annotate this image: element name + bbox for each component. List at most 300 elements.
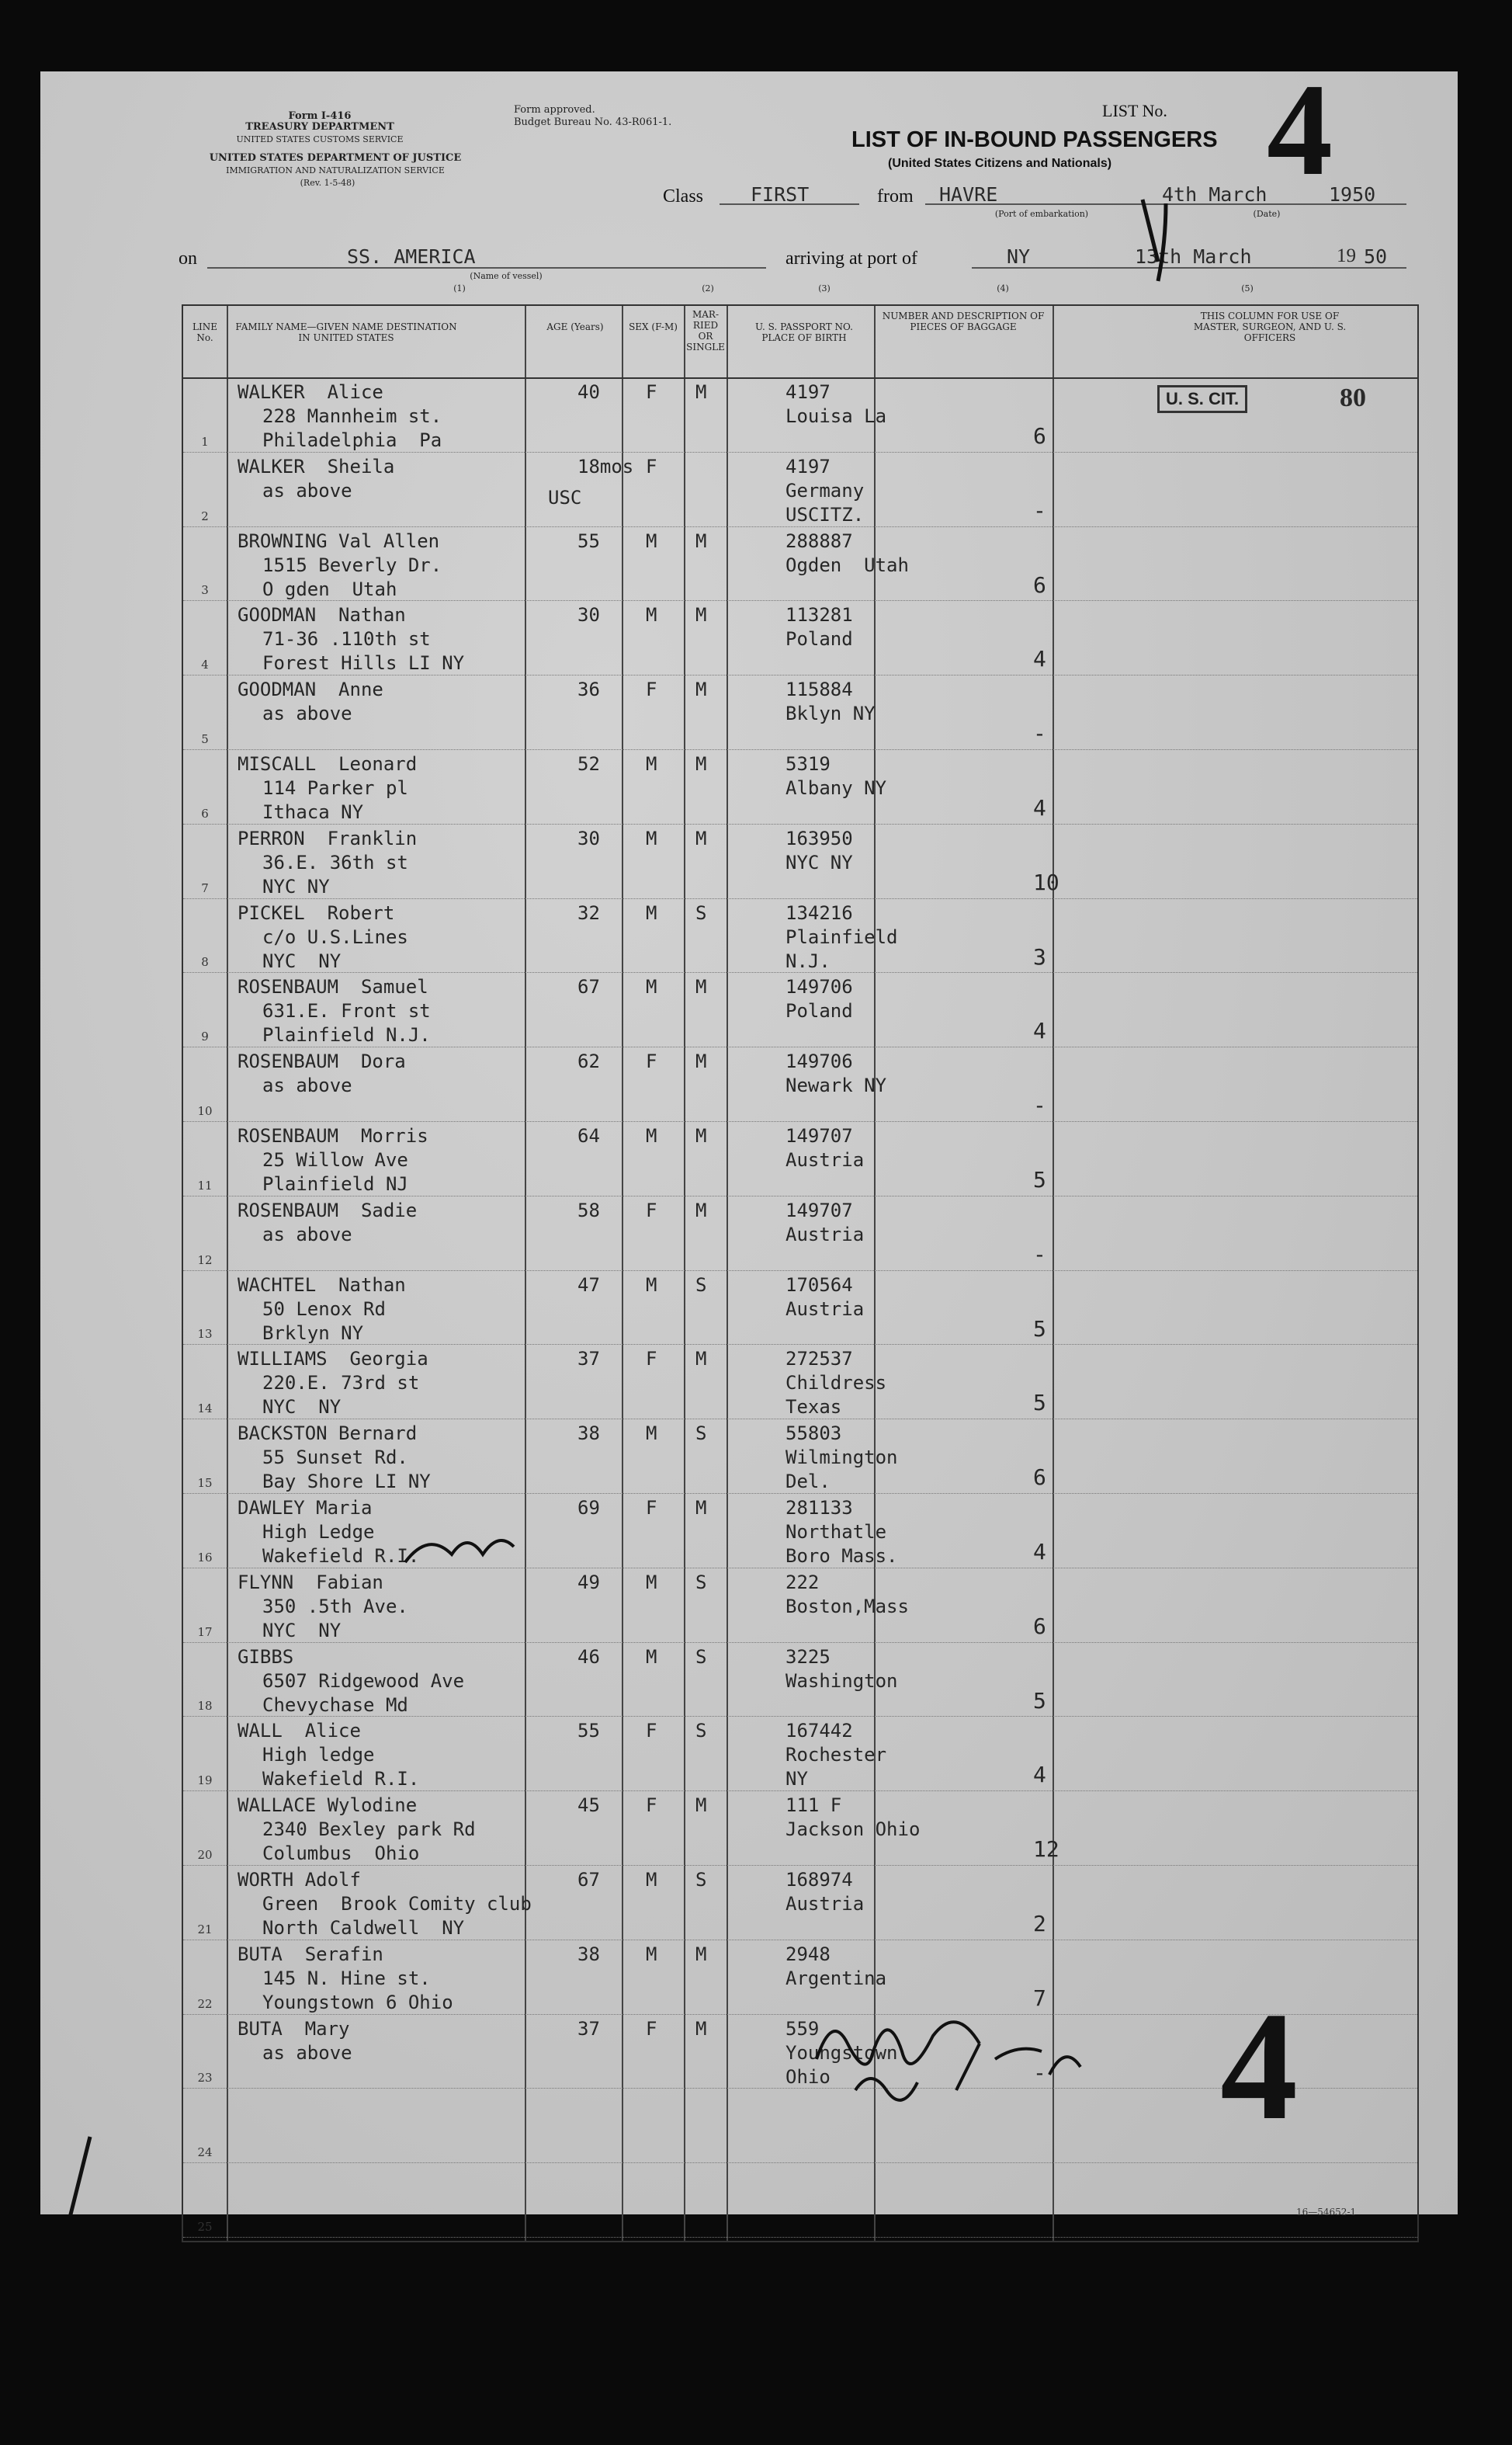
row-divider [183, 1270, 1417, 1271]
line-number: 20 [197, 1848, 213, 1862]
marital-status: M [695, 679, 707, 701]
baggage-count: 4 [1033, 1539, 1046, 1565]
place-of-birth: Boston,Mass [785, 1595, 909, 1617]
place-of-birth-2: NY [785, 1768, 808, 1790]
row-divider [183, 452, 1417, 453]
baggage-count: 6 [1033, 1613, 1046, 1639]
age-value: 52 [577, 753, 600, 775]
vessel-name: SS. AMERICA [347, 245, 476, 268]
passenger-name: PERRON Franklin [238, 827, 418, 849]
marital-status: M [695, 381, 707, 403]
address-line-1: as above [262, 2041, 352, 2064]
passenger-name: WALKER Alice [238, 381, 383, 403]
place-of-birth: Louisa La [785, 405, 887, 427]
passport-number: 163950 [785, 827, 853, 849]
passenger-name: WORTH Adolf [238, 1869, 361, 1891]
address-line-2: Ithaca NY [262, 801, 364, 823]
address-line-2: O gden Utah [262, 578, 397, 600]
arrival-date: 13th March [1135, 245, 1252, 268]
citizenship-note: USC [548, 486, 582, 509]
passport-number: 168974 [785, 1869, 853, 1891]
row-divider [183, 898, 1417, 899]
passport-number: 5319 [785, 753, 831, 775]
sex-value: F [646, 1199, 657, 1221]
age-value: 38 [577, 1422, 600, 1445]
table-row [183, 1571, 1417, 1645]
passenger-name: PICKEL Robert [238, 901, 395, 924]
passport-number: 111 F [785, 1794, 842, 1817]
passenger-name: FLYNN Fabian [238, 1571, 383, 1593]
marital-status: S [695, 1645, 707, 1668]
age-value: 32 [577, 901, 600, 924]
baggage-count: 4 [1033, 1018, 1046, 1044]
sex-value: F [646, 1497, 657, 1519]
passenger-name: BACKSTON Bernard [238, 1422, 418, 1445]
place-of-birth: Ogden Utah [785, 554, 909, 576]
line-number: 24 [197, 2145, 213, 2160]
sex-value: M [646, 1125, 657, 1147]
sex-value: M [646, 604, 657, 627]
address-line-1: 228 Mannheim st. [262, 405, 442, 427]
passenger-name: WACHTEL Nathan [238, 1273, 406, 1296]
passport-number: 113281 [785, 604, 853, 627]
baggage-count: 7 [1033, 1985, 1046, 2011]
line-number: 22 [197, 1996, 213, 2011]
age-value: 67 [577, 976, 600, 998]
passenger-count: 80 [1340, 384, 1366, 412]
address-line-2: NYC NY [262, 950, 342, 972]
marital-status: S [695, 1571, 707, 1593]
from-label: from [877, 186, 914, 207]
passport-number: 149706 [785, 1051, 853, 1073]
address-line-2: Plainfield N.J. [262, 1024, 431, 1047]
passenger-name: BUTA Mary [238, 2017, 350, 2040]
line-number: 18 [197, 1699, 213, 1714]
table-row [183, 603, 1417, 678]
passenger-name: DAWLEY Maria [238, 1497, 373, 1519]
age-value: 38 [577, 1943, 600, 1965]
marital-status: S [695, 1273, 707, 1296]
passenger-name: BROWNING Val Allen [238, 530, 440, 552]
address-line-1: 114 Parker pl [262, 777, 408, 799]
sex-value: M [646, 976, 657, 998]
baggage-count: 5 [1033, 1390, 1046, 1416]
address-line-1: 36.E. 36th st [262, 851, 408, 873]
baggage-count: 2 [1033, 1911, 1046, 1936]
address-line-1: as above [262, 703, 352, 725]
sex-value: M [646, 1645, 657, 1668]
address-line-1: 6507 Ridgewood Ave [262, 1669, 465, 1692]
address-line-1: 71-36 .110th st [262, 628, 431, 651]
line-number: 12 [197, 1252, 213, 1267]
table-row [183, 901, 1417, 976]
sex-value: F [646, 1794, 657, 1817]
line-number: 4 [201, 658, 209, 672]
address-line-2: Bay Shore LI NY [262, 1471, 431, 1493]
age-value: 49 [577, 1571, 600, 1593]
passport-number: 149707 [785, 1125, 853, 1147]
place-of-birth: Poland [785, 1000, 853, 1023]
table-row [183, 1645, 1417, 1720]
list-number: 4 [1267, 57, 1333, 203]
line-number: 6 [201, 806, 209, 821]
address-line-1: 220.E. 73rd st [262, 1372, 420, 1394]
baggage-count: 6 [1033, 1464, 1046, 1491]
passport-number: 149707 [785, 1199, 853, 1221]
baggage-count: 10 [1033, 869, 1059, 895]
sex-value: M [646, 827, 657, 849]
table-row [183, 530, 1417, 604]
place-of-birth: Bklyn NY [785, 703, 876, 725]
place-of-birth: Jackson Ohio [785, 1818, 921, 1841]
passenger-table [182, 304, 1419, 2242]
address-line-1: 55 Sunset Rd. [262, 1447, 408, 1469]
sex-value: M [646, 901, 657, 924]
marital-status: M [695, 1125, 707, 1147]
class-value: FIRST [751, 183, 810, 206]
passenger-name: GOODMAN Anne [238, 679, 383, 701]
col-married: MAR-RIED OR SINGLE [686, 309, 725, 353]
address-line-2: Columbus Ohio [262, 1842, 420, 1865]
initial-mark [1143, 200, 1166, 281]
place-of-birth: Childress [785, 1372, 887, 1394]
address-line-1: as above [262, 479, 352, 502]
place-of-birth: Albany NY [785, 777, 887, 799]
age-value: 37 [577, 2017, 600, 2040]
sex-value: M [646, 753, 657, 775]
place-of-birth: Rochester [785, 1744, 887, 1766]
passenger-name: WALKER Sheila [238, 455, 395, 478]
address-line-2: Forest Hills LI NY [262, 652, 465, 675]
row-divider [183, 1865, 1417, 1866]
age-value: 62 [577, 1051, 600, 1073]
place-of-birth: Austria [785, 1149, 865, 1171]
sex-value: F [646, 381, 657, 403]
arriving-label: arriving at port of [785, 248, 917, 269]
sex-value: F [646, 679, 657, 701]
col-name: FAMILY NAME—GIVEN NAME DESTINATION IN UNITED STATES [235, 321, 457, 343]
table-row [183, 1719, 1417, 1794]
age-value: 45 [577, 1794, 600, 1817]
passenger-name: ROSENBAUM Samuel [238, 976, 428, 998]
age-value: 64 [577, 1125, 600, 1147]
address-line-2: NYC NY [262, 875, 330, 898]
table-row [183, 1496, 1417, 1571]
justice-label: UNITED STATES DEPARTMENT OF JUSTICE [209, 152, 462, 164]
line-number: 7 [201, 880, 209, 895]
line-number: 21 [197, 1922, 213, 1936]
passenger-name: ROSENBAUM Morris [238, 1125, 428, 1147]
table-row [183, 1794, 1417, 1868]
passenger-name: BUTA Serafin [238, 1943, 383, 1965]
place-of-birth: NYC NY [785, 851, 853, 873]
table-row [183, 975, 1417, 1050]
address-line-1: High ledge [262, 1744, 375, 1766]
marital-status: M [695, 753, 707, 775]
col-baggage: NUMBER AND DESCRIPTION OF PIECES OF BAGGAGE [882, 311, 1045, 332]
line-number: 1 [201, 434, 209, 449]
place-of-birth: Youngstown [785, 2041, 898, 2064]
baggage-count: - [1033, 721, 1046, 747]
baggage-count: - [1033, 497, 1046, 523]
age-value: 37 [577, 1348, 600, 1370]
marital-status: S [695, 1869, 707, 1891]
page-subtitle: (United States Citizens and Nationals) [888, 157, 1112, 170]
address-line-1: as above [262, 1075, 352, 1097]
sex-value: F [646, 1348, 657, 1370]
embark-port: HAVRE [939, 183, 998, 206]
table-row [183, 1868, 1417, 1943]
age-value: 47 [577, 1273, 600, 1296]
baggage-count: 6 [1033, 571, 1046, 598]
baggage-count: - [1033, 1092, 1046, 1119]
address-line-1: 350 .5th Ave. [262, 1595, 408, 1617]
table-row [183, 1273, 1417, 1348]
place-of-birth: Germany [785, 479, 865, 502]
passenger-name: ROSENBAUM Dora [238, 1051, 406, 1073]
line-number: 23 [197, 2071, 213, 2086]
margin-mark [67, 2137, 90, 2214]
address-line-2: North Caldwell NY [262, 1917, 465, 1939]
vessel-caption: (Name of vessel) [470, 271, 543, 281]
line-number: 15 [197, 1476, 213, 1490]
row-divider [183, 972, 1417, 973]
table-row [183, 1124, 1417, 1199]
form-id: Form I-416 [288, 110, 352, 122]
passport-number: 4197 [785, 455, 831, 478]
passport-number: 3225 [785, 1645, 831, 1668]
col-num-1: (1) [453, 283, 466, 293]
place-of-birth: Plainfield [785, 926, 898, 948]
baggage-count: 4 [1033, 795, 1046, 821]
place-of-birth: Washington [785, 1669, 898, 1692]
place-of-birth-2: Texas [785, 1396, 842, 1419]
row-divider [183, 1642, 1417, 1643]
table-row [183, 1422, 1417, 1496]
passport-number: 281133 [785, 1497, 853, 1519]
row-divider [183, 1121, 1417, 1122]
table-row [183, 380, 1417, 455]
passport-number: 288887 [785, 530, 853, 552]
place-of-birth-2: Boro Mass. [785, 1545, 898, 1567]
row-divider [183, 2237, 1417, 2238]
passport-number: 4197 [785, 381, 831, 403]
address-line-1: c/o U.S.Lines [262, 926, 408, 948]
age-value: 46 [577, 1645, 600, 1668]
address-line-1: as above [262, 1223, 352, 1245]
budget-label: Budget Bureau No. 43-R061-1. [514, 116, 672, 128]
treasury-label: TREASURY DEPARTMENT [245, 121, 394, 133]
marital-status: M [695, 976, 707, 998]
address-line-2: Youngstown 6 Ohio [262, 1991, 453, 2013]
passenger-name: WILLIAMS Georgia [238, 1348, 428, 1370]
sex-value: F [646, 1720, 657, 1742]
place-of-birth-2: N.J. [785, 950, 831, 972]
address-line-2: Wakefield R.I. [262, 1545, 420, 1567]
address-line-1: High Ledge [262, 1521, 375, 1543]
marital-status: S [695, 1422, 707, 1445]
sex-value: F [646, 455, 657, 478]
baggage-count: - [1033, 2059, 1046, 2086]
row-divider [183, 1790, 1417, 1791]
table-row [183, 827, 1417, 901]
line-number: 2 [201, 509, 209, 523]
row-divider [183, 1716, 1417, 1717]
page-number-bottom: 4 [1220, 1981, 1298, 2152]
marital-status: M [695, 1348, 707, 1370]
age-value: 67 [577, 1869, 600, 1891]
baggage-count: 5 [1033, 1167, 1046, 1193]
address-line-1: 2340 Bexley park Rd [262, 1818, 476, 1841]
col-num-3: (3) [818, 283, 831, 293]
passenger-name: MISCALL Leonard [238, 753, 418, 775]
place-of-birth-2: Ohio [785, 2065, 831, 2088]
list-no-label: LIST No. [1102, 101, 1167, 120]
place-of-birth: Wilmington [785, 1447, 898, 1469]
baggage-count: 3 [1033, 943, 1046, 970]
address-line-2: NYC NY [262, 1619, 342, 1641]
us-citizen-stamp: U. S. CIT. [1157, 385, 1247, 413]
sex-value: F [646, 1051, 657, 1073]
passenger-name: WALL Alice [238, 1720, 361, 1742]
row-divider [183, 1344, 1417, 1345]
place-of-birth-2: Del. [785, 1471, 831, 1493]
place-of-birth: Northatle [785, 1521, 887, 1543]
place-of-birth: Austria [785, 1893, 865, 1915]
approved-label: Form approved. [514, 104, 595, 116]
address-line-2: Plainfield NJ [262, 1173, 408, 1195]
footer-code: 16—54652-1 [1296, 2207, 1357, 2218]
passport-number: 55803 [785, 1422, 842, 1445]
line-number: 14 [197, 1401, 213, 1416]
passport-number: 272537 [785, 1348, 853, 1370]
address-line-1: 145 N. Hine st. [262, 1967, 431, 1989]
passport-number: 115884 [785, 679, 853, 701]
table-row [183, 1050, 1417, 1124]
age-value: 30 [577, 827, 600, 849]
col-line-no: LINE No. [192, 321, 217, 343]
table-row [183, 752, 1417, 827]
date-caption: (Date) [1253, 209, 1281, 219]
sex-value: F [646, 2017, 657, 2040]
col-passport: U. S. PASSPORT NO. PLACE OF BIRTH [755, 321, 853, 343]
arrival-year: 50 [1364, 245, 1388, 268]
line-number: 16 [197, 1550, 213, 1565]
col-num-5: (5) [1241, 283, 1254, 293]
marital-status: M [695, 1497, 707, 1519]
table-row [183, 455, 1417, 530]
sex-value: M [646, 1943, 657, 1965]
row-divider [183, 600, 1417, 601]
passenger-name: GIBBS [238, 1645, 294, 1668]
place-of-birth: Austria [785, 1297, 865, 1320]
passport-number: 222 [785, 1571, 820, 1593]
sex-value: M [646, 1571, 657, 1593]
age-value: 58 [577, 1199, 600, 1221]
marital-status: M [695, 1943, 707, 1965]
arrival-port: NY [1007, 245, 1031, 268]
place-of-birth: Poland [785, 628, 853, 651]
table-row [183, 678, 1417, 752]
col-age: AGE (Years) [546, 321, 604, 332]
passport-number: 2948 [785, 1943, 831, 1965]
address-line-1: 25 Willow Ave [262, 1149, 408, 1171]
marital-status: M [695, 530, 707, 552]
passport-number: 559 [785, 2017, 820, 2040]
row-divider [183, 749, 1417, 750]
place-of-birth: Newark NY [785, 1075, 887, 1097]
marital-status: M [695, 604, 707, 627]
baggage-count: 6 [1033, 423, 1046, 449]
col-num-2: (2) [702, 283, 714, 293]
line-number: 3 [201, 583, 209, 598]
line-number: 17 [197, 1624, 213, 1639]
rev-label: (Rev. 1-5-48) [300, 178, 355, 188]
page-title: LIST OF IN-BOUND PASSENGERS [851, 127, 1218, 152]
address-line-1: 1515 Beverly Dr. [262, 554, 442, 576]
age-value: 40 [577, 381, 600, 403]
address-line-2: Brklyn NY [262, 1321, 364, 1344]
depart-year: 1950 [1329, 183, 1376, 206]
on-label: on [179, 248, 197, 269]
baggage-count: 4 [1033, 1762, 1046, 1788]
address-line-1: 631.E. Front st [262, 1000, 431, 1023]
line-number: 5 [201, 732, 209, 746]
marital-status: S [695, 901, 707, 924]
age-value: 69 [577, 1497, 600, 1519]
place-of-birth-2: USCITZ. [785, 503, 865, 526]
passport-number: 167442 [785, 1720, 853, 1742]
age-value: 36 [577, 679, 600, 701]
age-value: 55 [577, 530, 600, 552]
col-officers: THIS COLUMN FOR USE OF MASTER, SURGEON, AND U. S. OFFICERS [1193, 311, 1347, 343]
sex-value: M [646, 530, 657, 552]
baggage-count: 12 [1033, 1836, 1059, 1863]
passport-number: 170564 [785, 1273, 853, 1296]
row-divider [183, 526, 1417, 527]
passenger-name: ROSENBAUM Sadie [238, 1199, 418, 1221]
marital-status: M [695, 1051, 707, 1073]
ins-label: IMMIGRATION AND NATURALIZATION SERVICE [226, 165, 445, 175]
baggage-count: - [1033, 1241, 1046, 1267]
place-of-birth: Argentina [785, 1967, 887, 1989]
address-line-2: Chevychase Md [262, 1693, 408, 1716]
manifest-page [40, 57, 1458, 2234]
baggage-count: 5 [1033, 1315, 1046, 1342]
customs-label: UNITED STATES CUSTOMS SERVICE [236, 134, 404, 144]
sex-value: M [646, 1869, 657, 1891]
line-number: 8 [201, 955, 209, 970]
line-number: 25 [197, 2220, 213, 2234]
address-line-2: Wakefield R.I. [262, 1768, 420, 1790]
address-line-1: Green Brook Comity club [262, 1893, 532, 1915]
col-num-4: (4) [997, 283, 1009, 293]
marital-status: M [695, 827, 707, 849]
col-sex: SEX (F-M) [629, 321, 678, 332]
baggage-count: 4 [1033, 646, 1046, 672]
table-row [183, 1347, 1417, 1422]
passenger-name: GOODMAN Nathan [238, 604, 406, 627]
sex-value: M [646, 1422, 657, 1445]
row-divider [183, 2162, 1417, 2163]
age-value: 18mos [577, 455, 634, 478]
marital-status: S [695, 1720, 707, 1742]
row-divider [183, 1493, 1417, 1494]
line-number: 9 [201, 1030, 209, 1044]
marital-status: M [695, 1199, 707, 1221]
place-of-birth: Austria [785, 1223, 865, 1245]
age-value: 55 [577, 1720, 600, 1742]
